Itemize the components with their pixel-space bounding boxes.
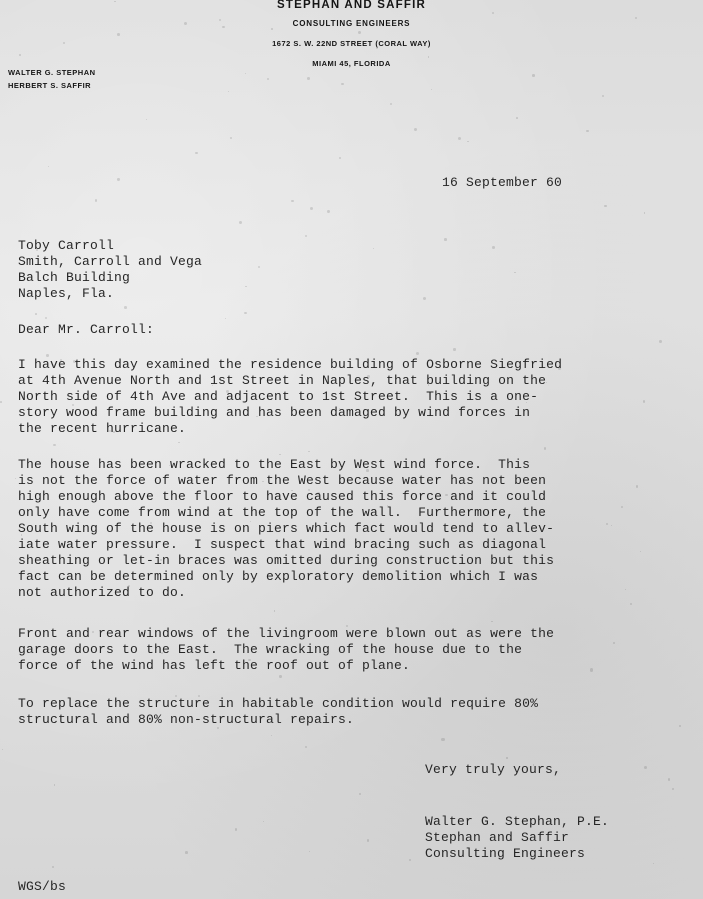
paper-speck xyxy=(339,157,341,159)
paper-speck xyxy=(423,297,426,300)
paper-speck xyxy=(239,221,242,224)
paper-speck xyxy=(198,695,200,697)
paper-speck xyxy=(373,248,374,249)
body-paragraph-2 xyxy=(18,457,696,601)
paper-speck xyxy=(366,469,369,472)
paper-speck xyxy=(184,22,187,25)
paper-speck xyxy=(327,210,330,213)
paper-speck xyxy=(21,534,23,536)
paper-speck xyxy=(602,95,604,97)
paper-speck xyxy=(279,675,281,677)
paper-speck xyxy=(256,416,257,417)
partner-name: HERBERT S. SAFFIR xyxy=(8,81,92,90)
paragraph-line: fact can be determined only by exploratory demolition which I was xyxy=(18,569,539,584)
paper-speck xyxy=(544,447,547,450)
paper-speck xyxy=(185,851,188,854)
paper-speck xyxy=(590,668,593,671)
typist-initials: WGS/bs xyxy=(18,879,67,894)
paper-speck xyxy=(532,74,535,77)
firm-city: MIAMI 45, FLORIDA xyxy=(312,59,391,68)
paper-speck xyxy=(124,306,127,309)
recipient-line: Naples, Fla. xyxy=(18,286,115,301)
paper-speck xyxy=(467,141,469,143)
paper-speck xyxy=(376,47,378,49)
paper-speck xyxy=(45,317,47,319)
complimentary-close: Very truly yours, xyxy=(425,762,562,777)
partner-name: WALTER G. STEPHAN xyxy=(8,68,96,77)
paper-speck xyxy=(248,659,250,661)
paper-speck xyxy=(473,576,475,578)
paper-speck xyxy=(514,272,516,274)
paper-speck xyxy=(87,706,89,708)
paper-speck xyxy=(453,348,455,350)
paper-speck xyxy=(2,749,3,750)
paragraph-line: the recent hurricane. xyxy=(18,421,187,436)
body-paragraph-3 xyxy=(18,626,696,674)
paper-speck xyxy=(558,367,561,370)
paper-speck xyxy=(409,859,412,862)
paragraph-line: story wood frame building and has been damaged by wind forces in xyxy=(18,405,531,420)
paper-speck xyxy=(161,652,163,654)
paper-speck xyxy=(279,454,281,456)
paragraph-line: only have come from wind at the top of the wall. Furthermore, the xyxy=(18,505,547,520)
paper-speck xyxy=(274,610,275,611)
partners-list xyxy=(8,66,96,92)
paragraph-line: force of the wind has left the roof out of plane. xyxy=(18,658,411,673)
paper-speck xyxy=(271,28,272,29)
paper-speck xyxy=(217,727,219,729)
salutation: Dear Mr. Carroll: xyxy=(18,322,155,337)
paragraph-line: not authorized to do. xyxy=(18,585,187,600)
paper-speck xyxy=(19,54,21,56)
paper-speck xyxy=(35,313,37,315)
paper-speck xyxy=(492,246,495,249)
paper-speck xyxy=(431,89,432,90)
paragraph-line: garage doors to the East. The wracking of the house due to the xyxy=(18,642,523,657)
paper-speck xyxy=(310,207,313,210)
signature-line: Stephan and Saffir xyxy=(425,830,570,845)
paragraph-line: North side of 4th Ave and adjacent to 1st Street. This is a one- xyxy=(18,389,539,404)
paper-speck xyxy=(341,83,343,85)
paper-speck xyxy=(317,492,320,495)
paper-speck xyxy=(225,318,226,319)
paragraph-line: iate water pressure. I suspect that wind bracing such as diagonal xyxy=(18,537,547,552)
paper-speck xyxy=(228,91,229,92)
paper-speck xyxy=(416,352,419,355)
paper-speck xyxy=(414,128,417,131)
paper-speck xyxy=(458,137,461,140)
paper-speck xyxy=(516,117,518,119)
paper-speck xyxy=(653,863,654,864)
paper-speck xyxy=(444,238,447,241)
paper-speck xyxy=(305,235,307,237)
signature-line: Walter G. Stephan, P.E. xyxy=(425,814,610,829)
paper-speck xyxy=(359,793,361,795)
paper-speck xyxy=(672,788,674,790)
firm-subtitle: CONSULTING ENGINEERS xyxy=(292,19,411,28)
paragraph-line: at 4th Avenue North and 1st Street in Naples, that building on the xyxy=(18,373,547,388)
paper-speck xyxy=(604,205,606,207)
paper-speck xyxy=(15,478,16,479)
paper-speck xyxy=(307,77,310,80)
paper-speck xyxy=(146,119,147,120)
paper-speck xyxy=(0,401,2,403)
paper-speck xyxy=(445,494,448,497)
paper-speck xyxy=(117,178,119,180)
paper-speck xyxy=(54,784,56,786)
paper-speck xyxy=(258,266,260,268)
paper-speck xyxy=(178,442,179,443)
paragraph-line: To replace the structure in habitable condition would require 80% xyxy=(18,696,539,711)
paper-speck xyxy=(644,766,647,769)
paper-speck xyxy=(244,312,247,315)
paper-speck xyxy=(195,152,197,154)
paper-speck xyxy=(630,603,632,605)
paper-speck xyxy=(291,490,292,491)
paper-speck xyxy=(95,199,97,201)
paper-speck xyxy=(271,735,272,736)
recipient-line: Smith, Carroll and Vega xyxy=(18,254,203,269)
paper-speck xyxy=(113,431,114,432)
firm-street-address: 1672 S. W. 22ND STREET (CORAL WAY) xyxy=(272,39,431,48)
letter-date: 16 September 60 xyxy=(442,175,563,190)
recipient-line: Toby Carroll xyxy=(18,238,115,253)
recipient-line: Balch Building xyxy=(18,270,131,285)
paragraph-line: high enough above the floor to have caused this force and it could xyxy=(18,489,547,504)
signature-line: Consulting Engineers xyxy=(425,846,586,861)
paragraph-line: sheathing or let-in braces was omitted during construction but this xyxy=(18,553,555,568)
firm-name: STEPHAN AND SAFFIR xyxy=(277,0,426,11)
paper-speck xyxy=(128,585,130,587)
paragraph-line: South wing of the house is on piers which fact would tend to allev- xyxy=(18,521,555,536)
paper-speck xyxy=(506,757,507,758)
paper-speck xyxy=(339,408,340,409)
paper-speck xyxy=(679,725,681,727)
paper-speck xyxy=(62,882,64,884)
paragraph-line: is not the force of water from the West because water has not been xyxy=(18,473,547,488)
paper-speck xyxy=(586,130,589,133)
paper-speck xyxy=(526,402,527,403)
paper-speck xyxy=(245,286,247,288)
body-paragraph-4 xyxy=(18,696,696,728)
paper-speck xyxy=(441,738,444,741)
paper-speck xyxy=(109,430,111,432)
body-paragraph-1 xyxy=(18,357,696,437)
paper-speck xyxy=(668,778,670,780)
paper-speck xyxy=(305,746,307,748)
paper-speck xyxy=(291,200,293,202)
paper-speck xyxy=(230,137,232,139)
paper-speck xyxy=(611,525,612,526)
paper-speck xyxy=(46,354,49,357)
paragraph-line: The house has been wracked to the East by West wind force. This xyxy=(18,457,531,472)
paper-speck xyxy=(235,828,238,831)
paper-speck xyxy=(102,293,103,294)
signature-block xyxy=(425,814,609,862)
paper-speck xyxy=(53,444,55,446)
paper-speck xyxy=(308,451,310,453)
paper-speck xyxy=(390,103,392,105)
letterhead xyxy=(0,0,703,74)
paper-speck xyxy=(428,384,430,386)
paper-speck xyxy=(52,866,54,868)
paper-speck xyxy=(263,821,264,822)
paper-speck xyxy=(659,340,662,343)
paper-speck xyxy=(160,559,162,561)
paper-speck xyxy=(48,166,49,167)
paragraph-line: structural and 80% non-structural repairs. xyxy=(18,712,355,727)
recipient-address xyxy=(18,238,202,302)
paper-speck xyxy=(367,839,369,841)
paper-speck xyxy=(114,1,115,2)
paper-speck xyxy=(644,212,645,213)
paper-speck xyxy=(267,78,269,80)
paper-speck xyxy=(491,621,492,622)
paragraph-line: I have this day examined the residence building of Osborne Siegfried xyxy=(18,357,563,372)
paragraph-line: Front and rear windows of the livingroom were blown out as were the xyxy=(18,626,555,641)
paper-speck xyxy=(309,851,310,852)
